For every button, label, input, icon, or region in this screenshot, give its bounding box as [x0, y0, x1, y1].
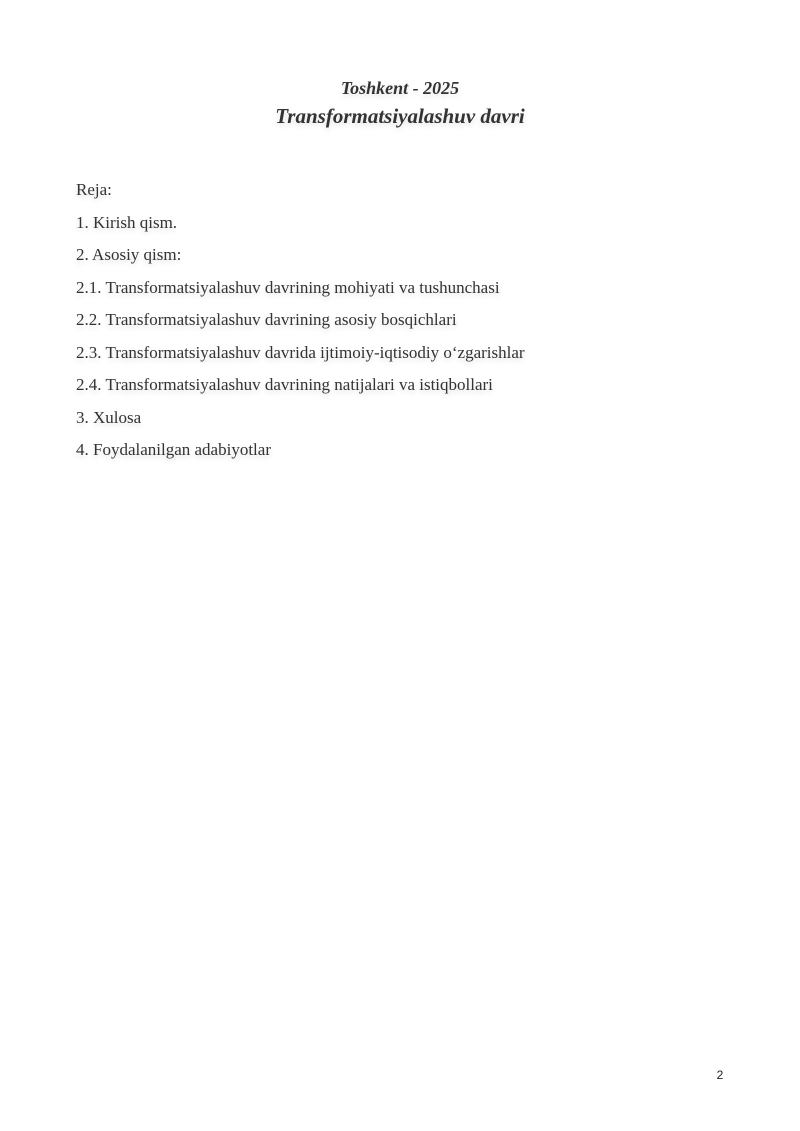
plan-item-intro: 1. Kirish qism.	[76, 212, 178, 232]
plan-item-2-2: 2.2. Transformatsiyalashuv davrining asosiy bosqichlari	[76, 310, 457, 329]
plan-item-references: 4. Foydalanilgan adabiyotlar	[76, 440, 271, 459]
plan-item-main: 2. Asosiy qism:	[76, 245, 182, 264]
plan-list	[76, 174, 736, 467]
plan-item-2-3: 2.3. Transformatsiyalashuv davrida ijtimoiy-iqtisodiy o‘zgarishlar	[76, 342, 525, 362]
plan-heading: Reja:	[76, 180, 112, 199]
plan-item-conclusion: 3. Xulosa	[76, 407, 142, 427]
city-year-line: Toshkent - 2025	[340, 78, 460, 98]
page-number: 2	[716, 1068, 724, 1082]
plan-item-2-1: 2.1. Transformatsiyalashuv davrining mohiyati va tushunchasi	[76, 277, 500, 297]
document-title: Transformatsiyalashuv davri	[275, 104, 525, 128]
plan-item-2-4: 2.4. Transformatsiyalashuv davrining natijalari va istiqbollari	[76, 375, 493, 394]
